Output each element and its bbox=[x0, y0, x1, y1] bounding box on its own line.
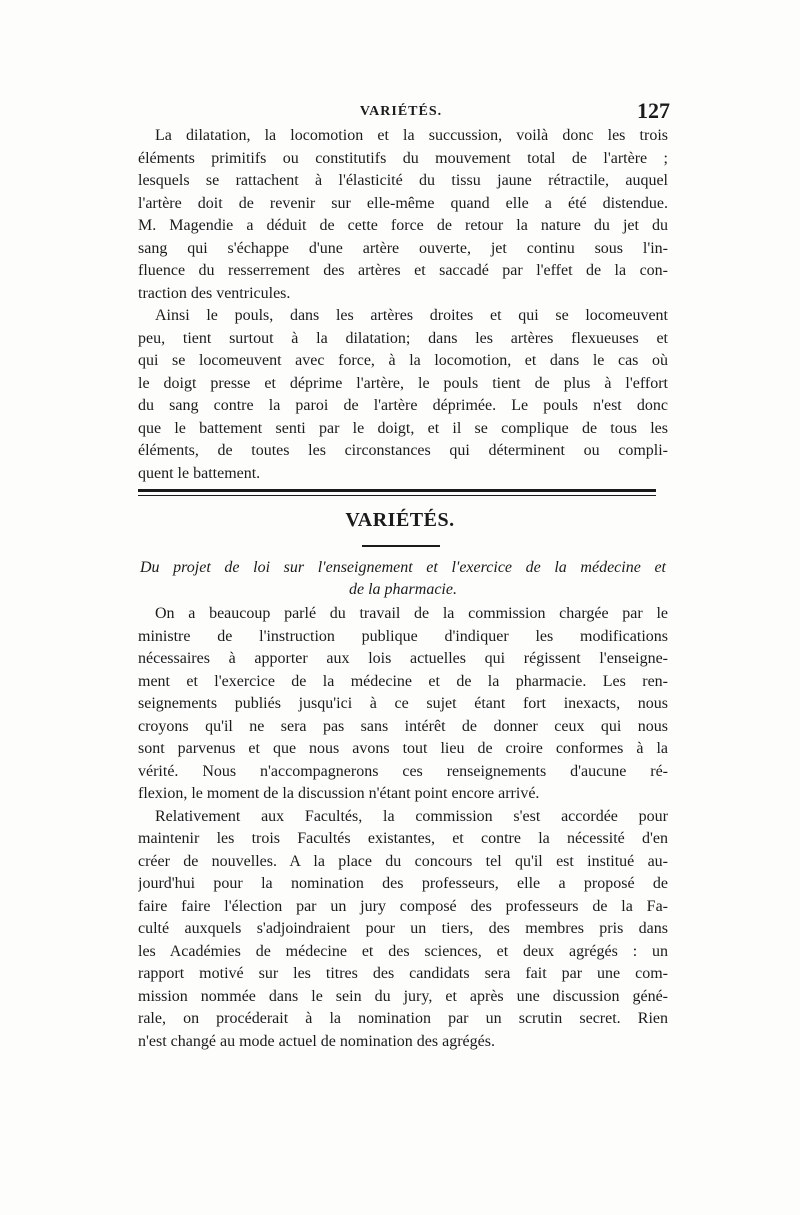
section-title: VARIÉTÉS. bbox=[345, 509, 455, 531]
short-rule bbox=[362, 545, 440, 547]
text-line: que le battement senti par le doigt, et il se complique de tous les bbox=[138, 419, 668, 437]
text-line: lesquels se rattachent à l'élasticité du tissu jaune rétractile, auquel bbox=[138, 172, 668, 189]
text-line: traction des ventricules. bbox=[138, 284, 291, 302]
text-line: l'artère doit de revenir sur elle-même quand elle a été distendue. bbox=[138, 194, 668, 212]
double-rule-bottom bbox=[138, 495, 656, 496]
text-line: rapport motivé sur les titres des candidats sera fait par une com- bbox=[138, 965, 668, 982]
text-line: sont parvenus et que nous avons tout lieu de croire conformes à la bbox=[138, 740, 668, 757]
text-line: qui se locomeuvent avec force, à la locomotion, et dans le cas où bbox=[138, 352, 668, 369]
text-line: les Académies de médecine et des sciences, et deux agrégés : un bbox=[138, 942, 668, 960]
paragraph bbox=[138, 305, 668, 485]
text-line: flexion, le moment de la discussion n'étant point encore arrivé. bbox=[138, 785, 540, 802]
subtitle-line: Du projet de loi sur l'enseignement et l'exercice de la médecine et bbox=[140, 559, 666, 576]
text-line: M. Magendie a déduit de cette force de retour la nature du jet du bbox=[138, 217, 668, 234]
text-line: La dilatation, la locomotion et la succussion, voilà donc les trois bbox=[155, 127, 668, 144]
text-line: du sang contre la paroi de l'artère déprimée. Le pouls n'est donc bbox=[138, 397, 668, 414]
text-line: seignements publiés jusqu'ici à ce sujet étant fort inexacts, nous bbox=[138, 695, 668, 712]
paragraph bbox=[138, 806, 668, 1054]
text-line: On a beaucoup parlé du travail de la commission chargée par le bbox=[155, 605, 668, 622]
text-line: peu, tient surtout à la dilatation; dans les artères flexueuses et bbox=[138, 329, 668, 347]
running-header: VARIÉTÉS. bbox=[359, 104, 443, 119]
text-line: sang qui s'échappe d'une artère ouverte, jet continu sous l'in- bbox=[138, 239, 668, 257]
text-line: maintenir les trois Facultés existantes, et contre la nécessité d'en bbox=[138, 830, 668, 847]
section-body-text bbox=[138, 603, 668, 1053]
text-line: fluence du resserrement des artères et saccadé par l'effet de la con- bbox=[138, 262, 668, 279]
text-line: quent le battement. bbox=[138, 464, 261, 482]
text-line: culté auxquels s'adjoindraient pour un tiers, des membres pris dans bbox=[138, 920, 668, 937]
text-line: n'est changé au mode actuel de nomination des agrégés. bbox=[138, 1032, 495, 1050]
text-line: le doigt presse et déprime l'artère, le pouls tient de plus à l'effort bbox=[138, 374, 668, 392]
text-line: rale, on procéderait à la nomination par un scrutin secret. Rien bbox=[138, 1010, 668, 1027]
text-line: mission nommée dans le sein du jury, et après une discussion géné- bbox=[138, 987, 668, 1005]
text-line: croyons qu'il ne sera pas sans intérêt de donner ceux qui nous bbox=[138, 717, 668, 735]
subtitle-line: de la pharmacie. bbox=[349, 581, 457, 598]
text-line: faire faire l'élection par un jury composé des professeurs de la Fa- bbox=[138, 897, 668, 915]
text-line: créer de nouvelles. A la place du concours tel qu'il est institué au- bbox=[138, 852, 668, 870]
paragraph bbox=[138, 125, 668, 305]
text-line: ment et l'exercice de la médecine et de la pharmacie. Les ren- bbox=[138, 672, 668, 690]
page-number: 127 bbox=[637, 98, 670, 123]
section-subtitle bbox=[140, 557, 666, 601]
continued-article-text bbox=[138, 125, 668, 485]
text-line: éléments primitifs ou constitutifs du mouvement total de l'artère ; bbox=[138, 149, 668, 167]
paragraph bbox=[138, 603, 668, 806]
text-line: jourd'hui pour la nomination des professeurs, elle a proposé de bbox=[138, 875, 668, 892]
text-line: éléments, de toutes les circonstances qui déterminent ou compli- bbox=[138, 442, 668, 459]
double-rule-top bbox=[138, 489, 656, 492]
text-line: Ainsi le pouls, dans les artères droites et qui se locomeuvent bbox=[155, 307, 668, 324]
text-line: ministre de l'instruction publique d'indiquer les modifications bbox=[138, 627, 668, 645]
text-line: Relativement aux Facultés, la commission s'est accordée pour bbox=[155, 807, 668, 825]
text-line: vérité. Nous n'accompagnerons ces renseignements d'aucune ré- bbox=[138, 762, 668, 780]
text-line: nécessaires à apporter aux lois actuelles qui régissent l'enseigne- bbox=[138, 650, 668, 667]
